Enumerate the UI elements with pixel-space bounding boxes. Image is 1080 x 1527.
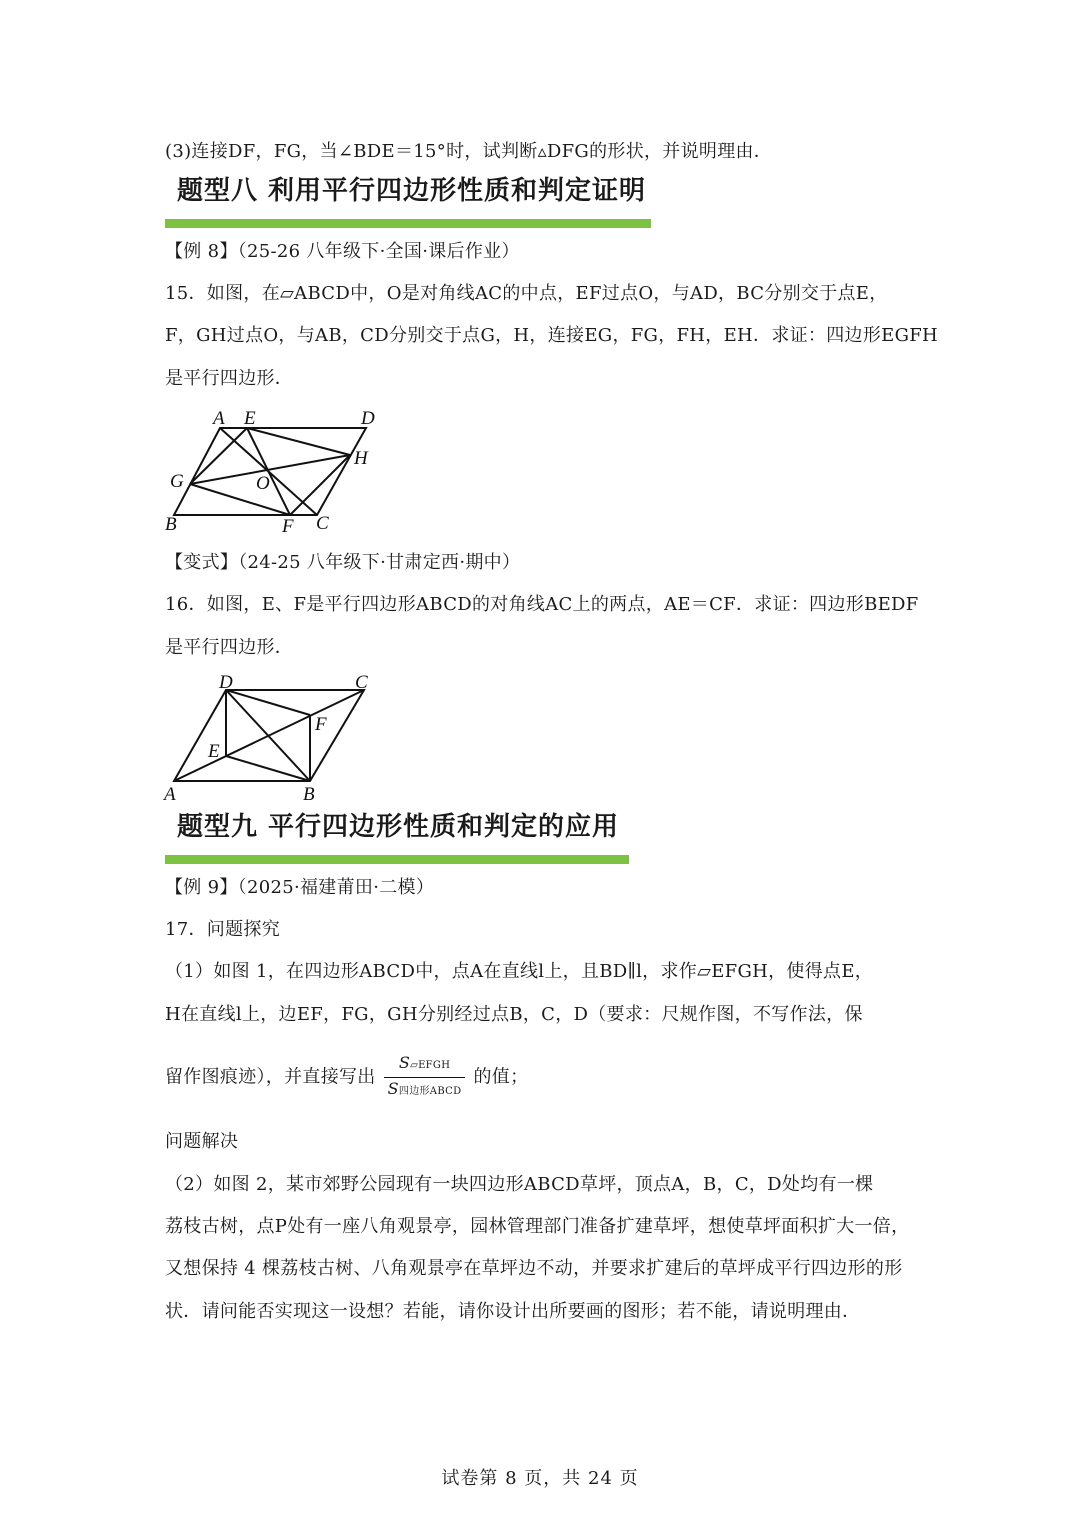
fig2-label-b: B <box>303 784 315 804</box>
q17-part2-line4: 状．请问能否实现这一设想？若能，请你设计出所要画的图形；若不能，请说明理由． <box>165 1301 861 1322</box>
q17-part1-line1: （1）如图 1，在四边形ABCD中，点A在直线l上，且BD∥l，求作▱EFGH，使得点E， <box>165 961 874 982</box>
fig1-label-d: D <box>361 408 375 429</box>
fig1-label-h: H <box>354 448 368 469</box>
q17-part1-line3-post: 的值； <box>473 1066 529 1088</box>
fig2-label-d: D <box>219 672 233 693</box>
q17-part2-line1: （2）如图 2，某市郊野公园现有一块四边形ABCD草坪，顶点A，B，C，D处均有一棵 <box>165 1174 874 1195</box>
fig2-label-f: F <box>315 714 327 735</box>
fig2-label-a: A <box>164 784 176 804</box>
fig1-segment-fg <box>190 484 290 515</box>
example8-label: 【例 8】（25-26 八年级下·全国·课后作业） <box>165 241 520 262</box>
figure-parallelogram-bedf <box>160 668 390 804</box>
fig1-label-a: A <box>213 408 225 429</box>
section9-title: 题型九 平行四边形性质和判定的应用 <box>177 812 620 842</box>
q17-part1-line2: H在直线l上，边EF，FG，GH分别经过点B，C，D（要求：尺规作图，不写作法，保 <box>165 1004 863 1025</box>
q16-line2: 是平行四边形． <box>165 637 294 658</box>
fig1-label-b: B <box>165 514 177 535</box>
q17-part1-line3-pre: 留作图痕迹），并直接写出 <box>165 1066 376 1088</box>
section8-title: 题型八 利用平行四边形性质和判定证明 <box>177 176 647 206</box>
q16-line1: 16．如图，E、F是平行四边形ABCD的对角线AC上的两点，AE＝CF．求证：四边形BEDF <box>165 594 919 615</box>
q17-part2-line2: 荔枝古树，点P处有一座八角观景亭，园林管理部门准备扩建草坪，想使草坪面积扩大一倍， <box>165 1216 910 1237</box>
q15-line2: F，GH过点O，与AB，CD分别交于点G，H，连接EG，FG，FH，EH．求证：四边形EGFH <box>165 325 939 346</box>
fig1-segment-eh <box>247 428 350 455</box>
variant-label: 【变式】（24-25 八年级下·甘肃定西·期中） <box>165 552 521 573</box>
fraction-denominator-subscript: 四边形ABCD <box>398 1086 462 1097</box>
fig1-label-c: C <box>316 513 329 534</box>
area-ratio-fraction <box>384 1052 466 1103</box>
fig2-label-e: E <box>208 741 220 762</box>
fig1-label-e: E <box>244 408 256 429</box>
q14-part3-text: (3)连接DF，FG，当∠BDE＝15°时，试判断▵DFG的形状，并说明理由． <box>165 141 773 162</box>
fig1-label-o: O <box>256 473 270 494</box>
page-footer: 试卷第 8 页，共 24 页 <box>441 1468 639 1489</box>
q17-part2-line3: 又想保持 4 棵荔枝古树、八角观景亭在草坪边不动，并要求扩建后的草坪成平行四边形的形 <box>165 1258 903 1279</box>
section8-underline <box>165 219 651 228</box>
q17-title: 17．问题探究 <box>165 919 281 940</box>
fig1-label-f: F <box>282 516 294 537</box>
fraction-numerator-subscript: ▱EFGH <box>410 1060 451 1071</box>
fraction-numerator-s: S <box>398 1053 411 1072</box>
fig1-label-g: G <box>170 471 184 492</box>
q17-part1-line3 <box>165 1052 528 1103</box>
q15-line1: 15．如图，在▱ABCD中，O是对角线AC的中点，EF过点O，与AD，BC分别交于点E， <box>165 283 888 304</box>
fig2-diagonal-bd <box>226 690 310 781</box>
figure-parallelogram-egfh <box>160 402 400 538</box>
example9-label: 【例 9】（2025·福建莆田·二模） <box>165 877 435 898</box>
q15-line3: 是平行四边形． <box>165 368 294 389</box>
fig2-label-c: C <box>355 672 368 693</box>
section9-underline <box>165 855 629 864</box>
problem-solving-title: 问题解决 <box>165 1131 239 1152</box>
fraction-denominator-s: S <box>387 1079 399 1098</box>
